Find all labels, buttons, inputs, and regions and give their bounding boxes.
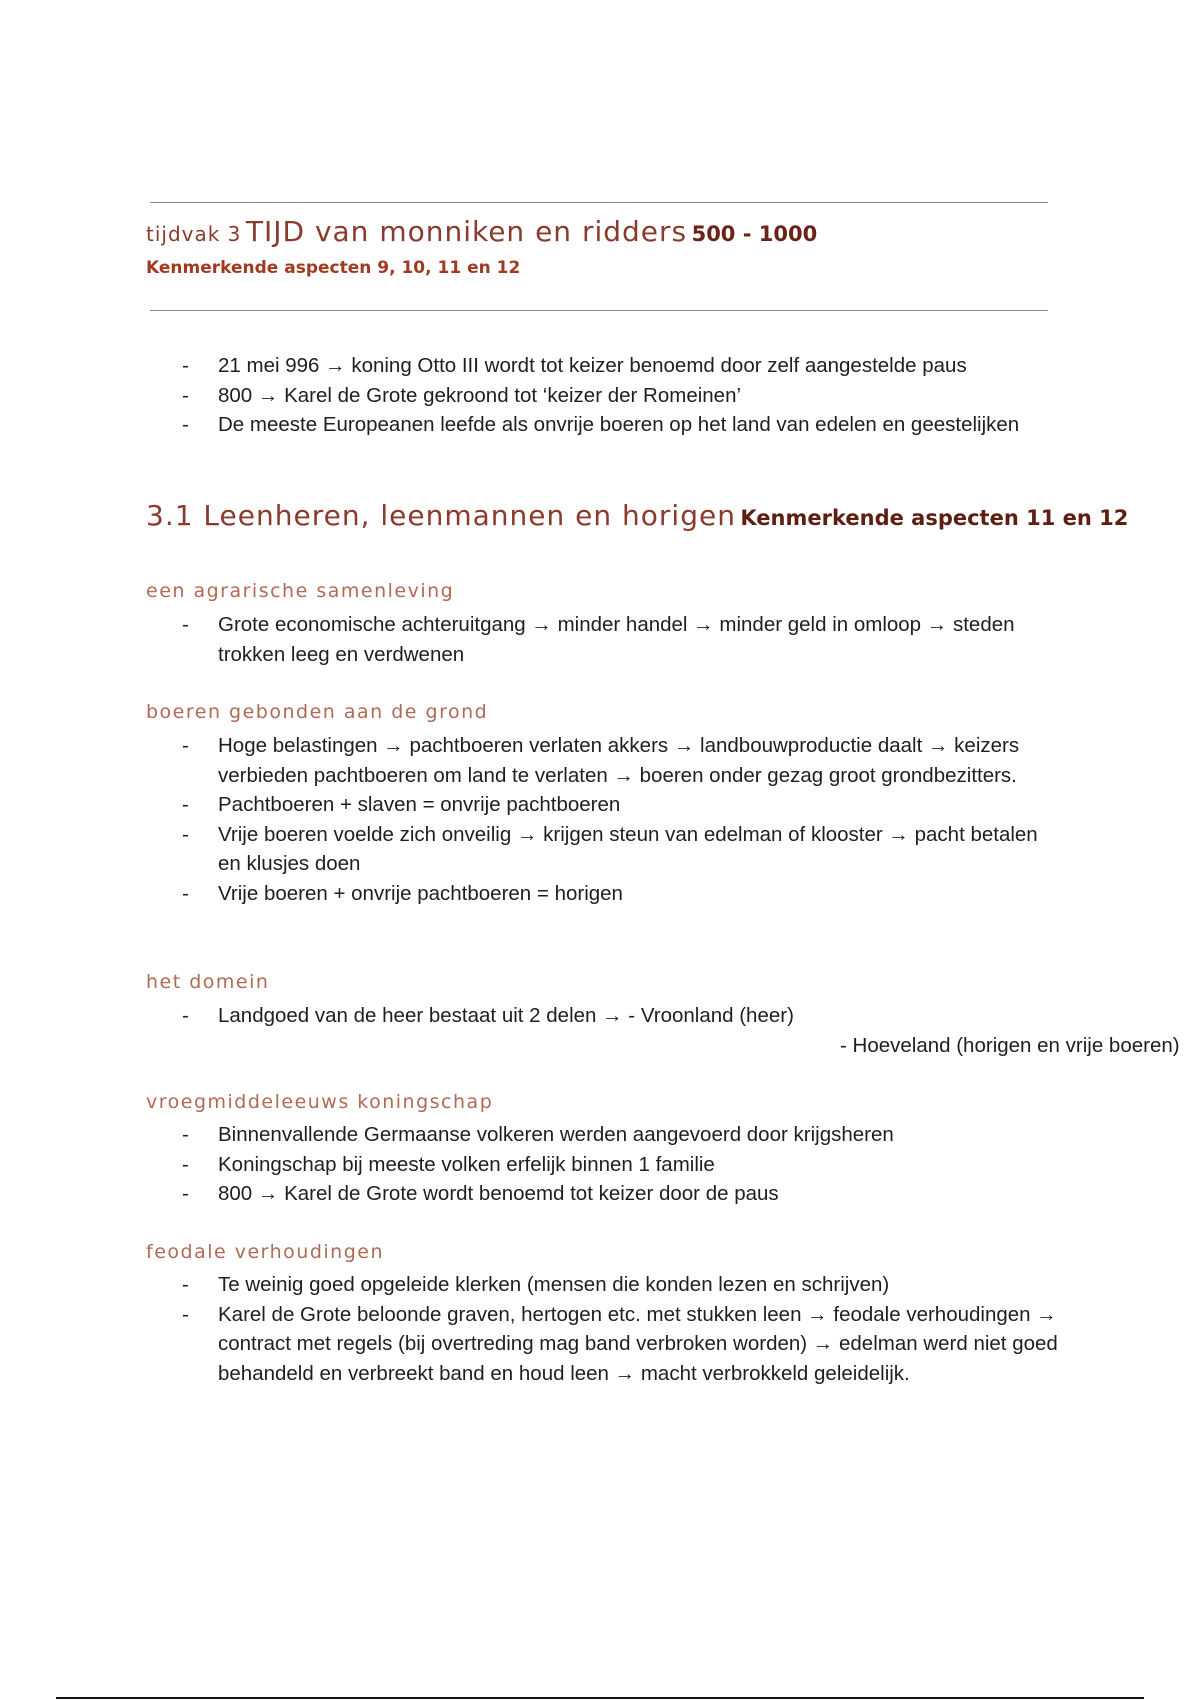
list-koningschap	[180, 1120, 1060, 1209]
subheading-domein: het domein	[146, 971, 270, 993]
list-item: - 800 → Karel de Grote gekroond tot ‘keizer der Romeinen’	[180, 381, 1060, 411]
chapter-years: 500 - 1000	[691, 222, 818, 246]
chapter-subtitle: Kenmerkende aspecten 9, 10, 11 en 12	[146, 258, 521, 278]
domein-second: - Hoeveland (horigen en vrije boeren)	[840, 1033, 1180, 1057]
list-item: - 21 mei 996 → koning Otto III wordt tot keizer benoemd door zelf aangestelde paus	[180, 351, 1060, 381]
list-item: - Karel de Grote beloonde graven, hertogen etc. met stukken leen → feodale verhoudingen → contract met regels (bij overtreding mag band verbroken worden) → edelman werd niet goed behandeld en verbreekt band en houd leen → macht verbrokkeld geleidelijk.	[180, 1300, 1060, 1389]
subheading-boeren: boeren gebonden aan de grond	[146, 701, 489, 723]
list-item	[180, 1001, 1180, 1057]
tijdvak-label: tijdvak 3	[146, 222, 242, 246]
list-item: - De meeste Europeanen leefde als onvrije boeren op het land van edelen en geestelijken	[180, 410, 1060, 440]
section-aspects: Kenmerkende aspecten 11 en 12	[740, 506, 1129, 530]
chapter-header	[146, 215, 818, 278]
list-item: - Pachtboeren + slaven = onvrije pachtboeren	[180, 790, 1060, 820]
list-item: - Vrije boeren + onvrije pachtboeren = horigen	[180, 879, 1060, 909]
list-item: - Hoge belastingen → pachtboeren verlaten akkers → landbouwproductie daalt → keizers verbieden pachtboeren om land te verlaten → boeren onder gezag groot grondbezitters.	[180, 731, 1060, 790]
intro-list	[180, 351, 1060, 440]
section-title: 3.1 Leenheren, leenmannen en horigen	[146, 499, 736, 532]
list-feodaal	[180, 1270, 1060, 1388]
top-divider	[150, 202, 1048, 203]
list-item: - Vrije boeren voelde zich onveilig → krijgen steun van edelman of klooster → pacht betalen en klusjes doen	[180, 820, 1060, 879]
chapter-title	[146, 215, 818, 248]
bottom-edge-line	[56, 1697, 1144, 1699]
subheading-agrarisch: een agrarische samenleving	[146, 580, 455, 602]
list-agrarisch	[180, 610, 1060, 669]
list-item: - Grote economische achteruitgang → minder handel → minder geld in omloop → steden trokken leeg en verdwenen	[180, 610, 1060, 669]
list-boeren	[180, 731, 1060, 908]
subheading-koningschap: vroegmiddeleeuws koningschap	[146, 1091, 494, 1113]
header-divider	[150, 310, 1048, 311]
list-item: - Te weinig goed opgeleide klerken (mensen die konden lezen en schrijven)	[180, 1270, 1060, 1300]
chapter-name: TIJD van monniken en ridders	[245, 215, 688, 248]
domein-main: Landgoed van de heer bestaat uit 2 delen → - Vroonland (heer)	[218, 1004, 794, 1027]
list-item: - Koningschap bij meeste volken erfelijk binnen 1 familie	[180, 1150, 1060, 1180]
list-domein	[180, 1001, 1180, 1057]
subheading-feodaal: feodale verhoudingen	[146, 1241, 385, 1263]
section-heading	[146, 499, 1129, 532]
list-item: - Binnenvallende Germaanse volkeren werden aangevoerd door krijgsheren	[180, 1120, 1060, 1150]
list-item: - 800 → Karel de Grote wordt benoemd tot keizer door de paus	[180, 1179, 1060, 1209]
